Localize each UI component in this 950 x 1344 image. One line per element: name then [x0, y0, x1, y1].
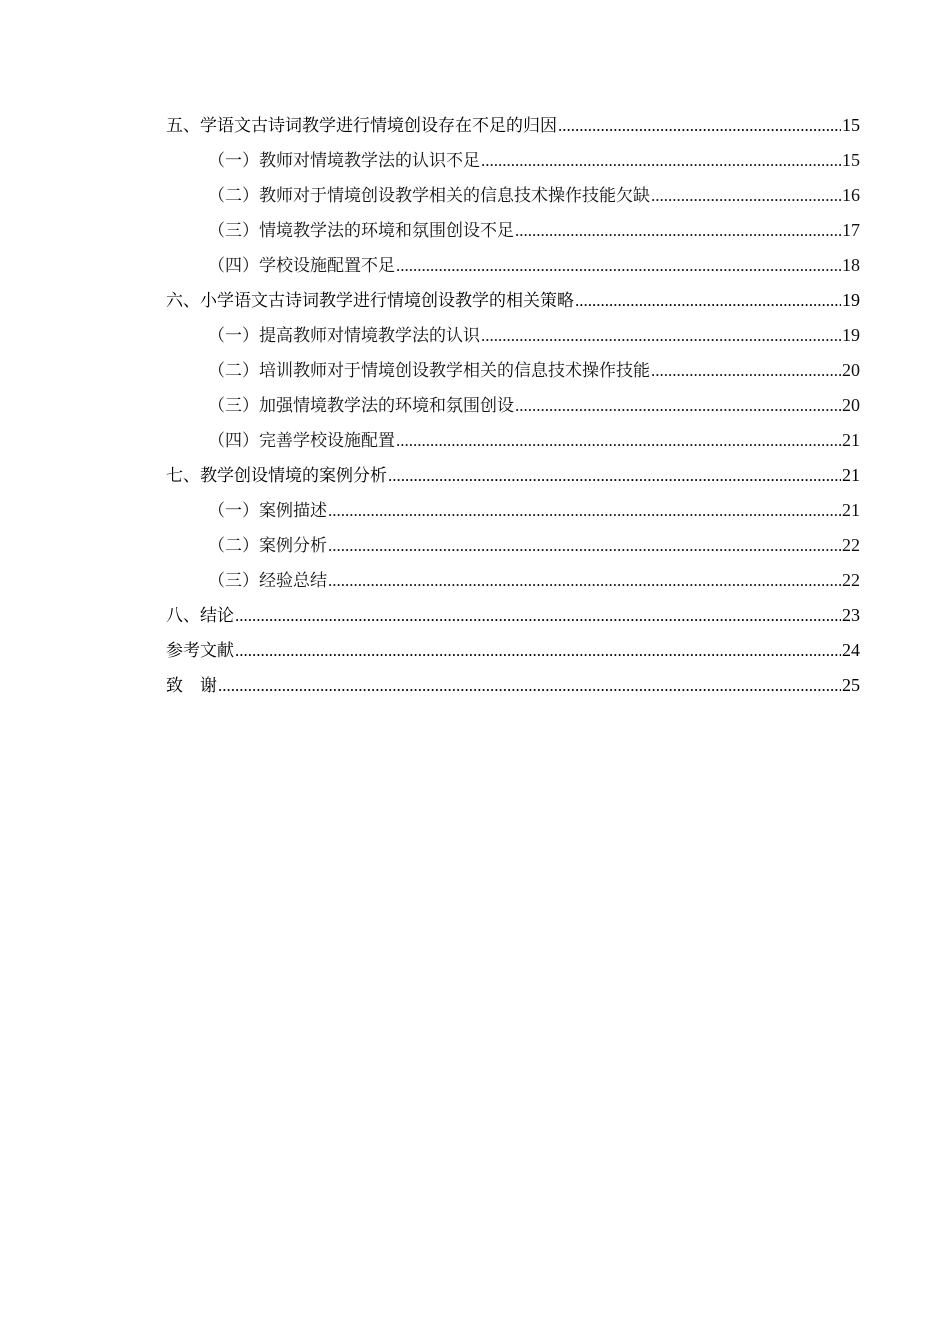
toc-entry-page[interactable]: 22 [842, 535, 860, 555]
toc-entry-title[interactable]: （三）经验总结 [208, 571, 327, 591]
toc-entry-title[interactable]: （二）培训教师对于情境创设教学相关的信息技术操作技能 [208, 361, 650, 381]
toc-entry-title[interactable]: （二）教师对于情境创设教学相关的信息技术操作技能欠缺 [208, 186, 650, 206]
toc-entry-title[interactable]: （四）完善学校设施配置 [208, 431, 395, 451]
toc-entry-page[interactable]: 16 [842, 185, 860, 205]
toc-entry-page[interactable]: 15 [842, 150, 860, 170]
toc-entry-title[interactable]: （三）情境教学法的环境和氛围创设不足 [208, 221, 514, 241]
toc-entry-title[interactable]: 五、学语文古诗词教学进行情境创设存在不足的归因 [166, 116, 557, 136]
toc-entry-page[interactable]: 25 [842, 675, 860, 695]
toc-entry-title[interactable]: （二）案例分析 [208, 536, 327, 556]
toc-entry-page[interactable]: 18 [842, 255, 860, 275]
toc-leader-dots [388, 458, 841, 493]
toc-entry[interactable] [166, 668, 860, 703]
toc-entry-page[interactable]: 17 [842, 220, 860, 240]
toc-entry[interactable] [166, 353, 860, 388]
toc-entry-page[interactable]: 24 [842, 640, 860, 660]
toc-leader-dots [515, 388, 841, 423]
toc-entry-title[interactable]: （一）案例描述 [208, 501, 327, 521]
toc-entry-page[interactable]: 19 [842, 290, 860, 310]
toc-entry[interactable] [166, 178, 860, 213]
toc-leader-dots [575, 283, 841, 318]
toc-leader-dots [235, 598, 841, 633]
toc-leader-dots [481, 143, 841, 178]
toc-entry[interactable] [166, 108, 860, 143]
toc-leader-dots [481, 318, 841, 353]
toc-entry[interactable] [166, 598, 860, 633]
toc-entry[interactable] [166, 283, 860, 318]
toc-entry-page[interactable]: 20 [842, 360, 860, 380]
toc-leader-dots [328, 563, 841, 598]
toc-leader-dots [328, 528, 841, 563]
toc-leader-dots [396, 423, 841, 458]
table-of-contents [166, 108, 860, 703]
toc-leader-dots [558, 108, 841, 143]
toc-entry-page[interactable]: 15 [842, 115, 860, 135]
toc-entry-page[interactable]: 20 [842, 395, 860, 415]
toc-leader-dots [218, 668, 841, 703]
toc-leader-dots [396, 248, 841, 283]
toc-entry-title[interactable]: 致 谢 [166, 676, 217, 696]
toc-leader-dots [328, 493, 841, 528]
toc-leader-dots [651, 353, 841, 388]
toc-entry[interactable] [166, 388, 860, 423]
toc-entry-title[interactable]: 七、教学创设情境的案例分析 [166, 466, 387, 486]
toc-entry[interactable] [166, 528, 860, 563]
toc-entry-page[interactable]: 23 [842, 605, 860, 625]
toc-entry[interactable] [166, 633, 860, 668]
toc-entry-title[interactable]: （三）加强情境教学法的环境和氛围创设 [208, 396, 514, 416]
toc-entry-page[interactable]: 21 [842, 465, 860, 485]
toc-entry[interactable] [166, 563, 860, 598]
toc-entry[interactable] [166, 248, 860, 283]
toc-entry[interactable] [166, 213, 860, 248]
toc-entry-title[interactable]: 八、结论 [166, 606, 234, 626]
toc-entry-page[interactable]: 19 [842, 325, 860, 345]
toc-entry[interactable] [166, 318, 860, 353]
toc-entry[interactable] [166, 143, 860, 178]
toc-leader-dots [235, 633, 841, 668]
toc-entry-page[interactable]: 21 [842, 500, 860, 520]
toc-entry-title[interactable]: （一）教师对情境教学法的认识不足 [208, 151, 480, 171]
toc-entry-title[interactable]: （一）提高教师对情境教学法的认识 [208, 326, 480, 346]
toc-entry-title[interactable]: 参考文献 [166, 641, 234, 661]
toc-entry-page[interactable]: 21 [842, 430, 860, 450]
toc-entry[interactable] [166, 458, 860, 493]
toc-entry[interactable] [166, 493, 860, 528]
toc-leader-dots [651, 178, 841, 213]
toc-entry[interactable] [166, 423, 860, 458]
toc-entry-page[interactable]: 22 [842, 570, 860, 590]
toc-entry-title[interactable]: 六、小学语文古诗词教学进行情境创设教学的相关策略 [166, 291, 574, 311]
toc-leader-dots [515, 213, 841, 248]
toc-entry-title[interactable]: （四）学校设施配置不足 [208, 256, 395, 276]
